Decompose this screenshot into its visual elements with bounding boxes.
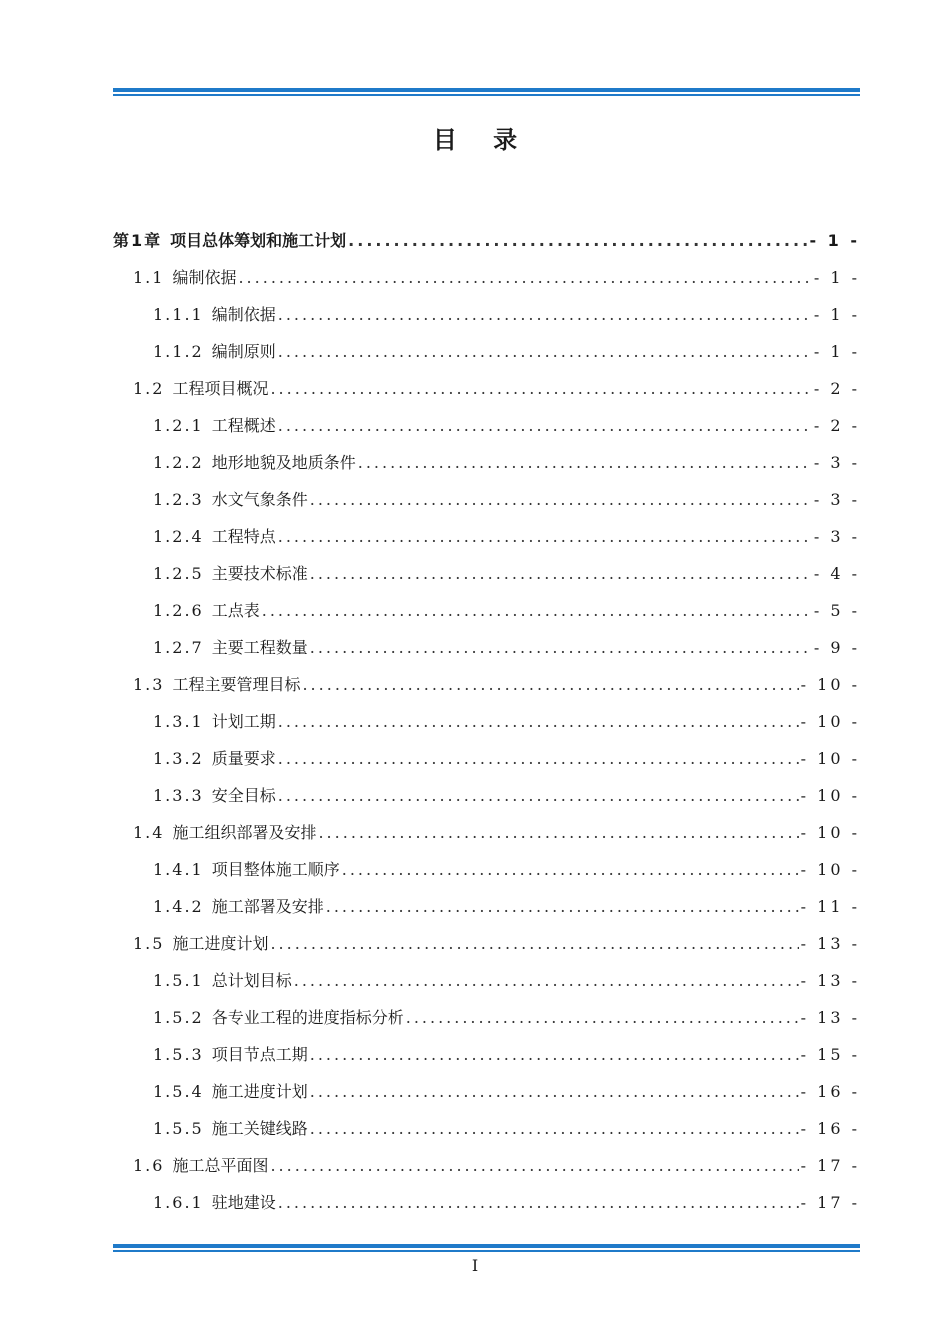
toc-entry-title: 施工关键线路 (211, 1119, 308, 1138)
toc-entry[interactable] (113, 222, 860, 259)
toc-dot-leader (270, 370, 811, 407)
toc-entry-title: 工程特点 (211, 527, 276, 546)
toc-entry-title: 项目整体施工顺序 (211, 860, 340, 879)
page-number: I (471, 1256, 479, 1275)
toc-entry-page: - 16 - (800, 1082, 860, 1101)
toc-entry-page: - 2 - (813, 379, 860, 398)
toc-dot-leader (262, 592, 812, 629)
toc-entry[interactable] (113, 962, 860, 999)
toc-entry[interactable] (113, 444, 860, 481)
toc-entry-page: - 11 - (800, 897, 860, 916)
toc-entry-page: - 1 - (813, 268, 860, 287)
toc-entry-page: - 4 - (813, 564, 860, 583)
toc-entry-page: - 3 - (813, 490, 860, 509)
toc-entry-number: 1.2.3 (153, 490, 204, 509)
toc-entry-page: - 3 - (813, 453, 860, 472)
toc-entry-page: - 13 - (800, 971, 860, 990)
toc-dot-leader (278, 703, 799, 740)
toc-dot-leader (278, 296, 812, 333)
toc-entry-title: 施工进度计划 (172, 934, 269, 953)
toc-dot-leader (358, 444, 812, 481)
toc-dot-leader (278, 407, 812, 444)
toc-entry[interactable] (113, 703, 860, 740)
toc-dot-leader (270, 925, 798, 962)
toc-entry-title: 主要工程数量 (211, 638, 308, 657)
toc-dot-leader (310, 555, 812, 592)
toc-entry-number: 1.1 (133, 268, 165, 287)
toc-dot-leader (294, 962, 799, 999)
toc-entry-title: 地形地貌及地质条件 (211, 453, 356, 472)
toc-entry-page: - 10 - (800, 712, 860, 731)
toc-entry-page: - 17 - (800, 1193, 860, 1212)
toc-entry-page: - 1 - (813, 305, 860, 324)
toc-entry-number: 1.4.2 (153, 897, 204, 916)
toc-entry-page: - 9 - (813, 638, 860, 657)
toc-entry-number: 1.2.6 (153, 601, 204, 620)
toc-entry-title: 各专业工程的进度指标分析 (211, 1008, 404, 1027)
toc-entry-page: - 2 - (813, 416, 860, 435)
toc-entry-number: 1.3.3 (153, 786, 204, 805)
toc-entry-title: 工程主要管理目标 (172, 675, 301, 694)
toc-entry-page: - 10 - (800, 749, 860, 768)
toc-entry[interactable] (113, 666, 860, 703)
toc-dot-leader (310, 1036, 799, 1073)
toc-entry-title: 编制原则 (211, 342, 276, 361)
toc-entry-title: 计划工期 (211, 712, 276, 731)
toc-entry[interactable] (113, 1073, 860, 1110)
toc-entry-number: 1.3.2 (153, 749, 204, 768)
toc-entry-number: 1.5.3 (153, 1045, 204, 1064)
toc-entry-number: 1.2 (133, 379, 165, 398)
toc-entry-number: 1.3.1 (153, 712, 204, 731)
toc-entry-title: 总计划目标 (211, 971, 292, 990)
footer-rule-thin (113, 1250, 860, 1252)
toc-entry-number: 第1章 (113, 231, 163, 250)
toc-entry-title: 编制依据 (172, 268, 237, 287)
toc-entry-title: 主要技术标准 (211, 564, 308, 583)
toc-entry-title: 项目节点工期 (211, 1045, 308, 1064)
toc-entry[interactable] (113, 333, 860, 370)
header-rule-thin (113, 94, 860, 96)
toc-entry[interactable] (113, 518, 860, 555)
toc-entry-title: 工程概述 (211, 416, 276, 435)
toc-entry-number: 1.6 (133, 1156, 165, 1175)
toc-entry[interactable] (113, 777, 860, 814)
toc-entry-number: 1.2.1 (153, 416, 204, 435)
toc-entry-page: - 1 - (809, 231, 860, 250)
toc-entry-title: 驻地建设 (211, 1193, 276, 1212)
toc-entry[interactable] (113, 481, 860, 518)
toc-entry-page: - 5 - (813, 601, 860, 620)
toc-entry[interactable] (113, 740, 860, 777)
toc-entry-title: 施工部署及安排 (211, 897, 324, 916)
toc-dot-leader (270, 1147, 798, 1184)
toc-dot-leader (278, 740, 799, 777)
table-of-contents (113, 222, 860, 1221)
toc-entry-title: 工程项目概况 (172, 379, 269, 398)
toc-entry[interactable] (113, 370, 860, 407)
toc-dot-leader (326, 888, 799, 925)
toc-dot-leader (318, 814, 798, 851)
toc-entry-number: 1.5.2 (153, 1008, 204, 1027)
toc-dot-leader (348, 222, 807, 259)
toc-entry-title: 工点表 (211, 601, 260, 620)
toc-entry-title: 质量要求 (211, 749, 276, 768)
toc-entry[interactable] (113, 888, 860, 925)
toc-entry-title: 施工组织部署及安排 (172, 823, 317, 842)
toc-entry-number: 1.1.2 (153, 342, 204, 361)
toc-entry[interactable] (113, 1184, 860, 1221)
toc-entry[interactable] (113, 1110, 860, 1147)
toc-entry[interactable] (113, 1036, 860, 1073)
toc-dot-leader (310, 1073, 799, 1110)
toc-dot-leader (278, 777, 799, 814)
toc-entry[interactable] (113, 999, 860, 1036)
toc-entry-title: 安全目标 (211, 786, 276, 805)
toc-entry-title: 施工总平面图 (172, 1156, 269, 1175)
toc-dot-leader (302, 666, 798, 703)
toc-entry-number: 1.5.4 (153, 1082, 204, 1101)
toc-entry-number: 1.6.1 (153, 1193, 204, 1212)
toc-entry-page: - 13 - (800, 934, 860, 953)
toc-entry[interactable] (113, 592, 860, 629)
footer-rule-thick (113, 1244, 860, 1248)
toc-entry-number: 1.1.1 (153, 305, 204, 324)
toc-dot-leader (310, 629, 812, 666)
footer-rule (113, 1244, 860, 1252)
toc-entry[interactable] (113, 851, 860, 888)
toc-entry-title: 水文气象条件 (211, 490, 308, 509)
toc-entry-page: - 10 - (800, 675, 860, 694)
toc-entry-number: 1.3 (133, 675, 165, 694)
toc-entry-page: - 15 - (800, 1045, 860, 1064)
toc-entry-page: - 16 - (800, 1119, 860, 1138)
toc-dot-leader (278, 333, 812, 370)
toc-entry-page: - 10 - (800, 823, 860, 842)
toc-entry-page: - 13 - (800, 1008, 860, 1027)
toc-entry-number: 1.2.5 (153, 564, 204, 583)
toc-entry-number: 1.5 (133, 934, 165, 953)
toc-entry-number: 1.5.1 (153, 971, 204, 990)
toc-dot-leader (310, 481, 812, 518)
toc-dot-leader (278, 1184, 799, 1221)
toc-entry[interactable] (113, 296, 860, 333)
toc-entry-number: 1.4 (133, 823, 165, 842)
toc-entry[interactable] (113, 407, 860, 444)
header-rule-thick (113, 88, 860, 92)
toc-entry[interactable] (113, 925, 860, 962)
toc-dot-leader (310, 1110, 799, 1147)
toc-entry-title: 施工进度计划 (211, 1082, 308, 1101)
toc-dot-leader (342, 851, 799, 888)
toc-entry-page: - 10 - (800, 860, 860, 879)
toc-entry-title: 项目总体筹划和施工计划 (170, 231, 347, 250)
toc-entry-page: - 1 - (813, 342, 860, 361)
toc-entry[interactable] (113, 629, 860, 666)
toc-dot-leader (278, 518, 812, 555)
toc-dot-leader (406, 999, 799, 1036)
header-rule (113, 88, 860, 96)
toc-dot-leader (238, 259, 811, 296)
toc-entry-number: 1.2.7 (153, 638, 204, 657)
toc-entry[interactable] (113, 1147, 860, 1184)
toc-entry-page: - 3 - (813, 527, 860, 546)
page-title: 目 录 (432, 126, 532, 154)
toc-entry[interactable] (113, 555, 860, 592)
toc-entry-title: 编制依据 (211, 305, 276, 324)
toc-entry-page: - 10 - (800, 786, 860, 805)
toc-entry-page: - 17 - (800, 1156, 860, 1175)
toc-entry-number: 1.4.1 (153, 860, 204, 879)
toc-entry-number: 1.2.2 (153, 453, 204, 472)
toc-entry-number: 1.2.4 (153, 527, 204, 546)
toc-entry[interactable] (113, 259, 860, 296)
toc-entry-number: 1.5.5 (153, 1119, 204, 1138)
toc-entry[interactable] (113, 814, 860, 851)
